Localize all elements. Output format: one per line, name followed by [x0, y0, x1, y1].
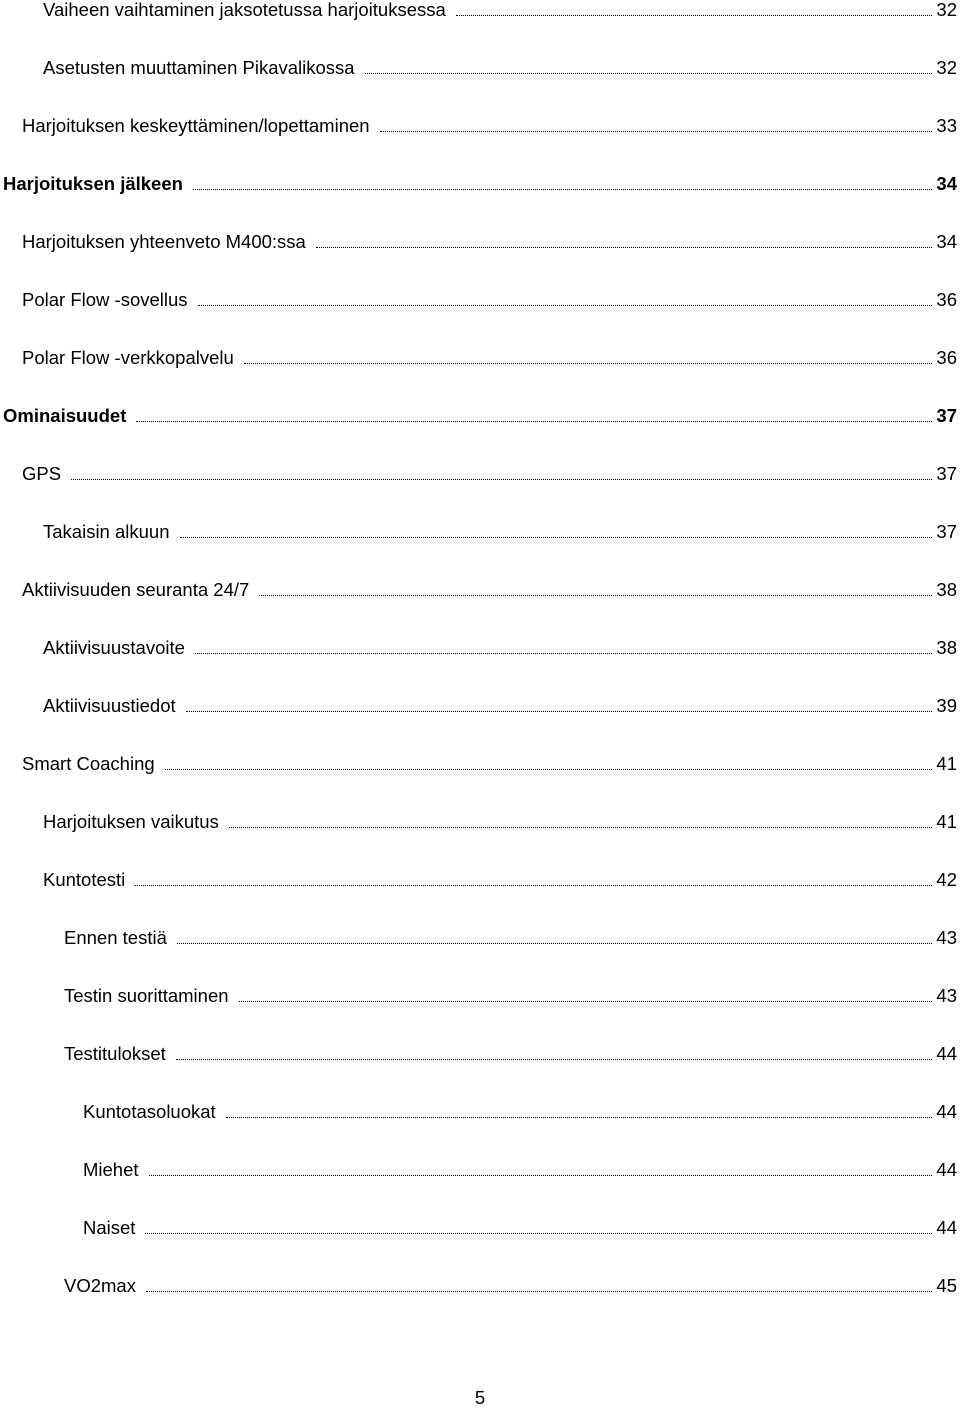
- toc-entry-title: Kuntotasoluokat: [83, 1101, 216, 1122]
- toc-entry-title: Polar Flow -verkkopalvelu: [22, 347, 234, 368]
- toc-entry-page: 43: [936, 985, 957, 1006]
- toc-entry-title: Aktiivisuustiedot: [43, 695, 176, 716]
- toc-dot-leader: [229, 827, 933, 828]
- toc-dot-leader: [146, 1291, 932, 1292]
- toc-entry-page: 37: [936, 405, 957, 426]
- toc-entry[interactable]: [0, 512, 957, 542]
- toc-dot-leader: [239, 1001, 933, 1002]
- toc-entry-page: 44: [936, 1043, 957, 1064]
- toc-entry-title: Miehet: [83, 1159, 139, 1180]
- toc-dot-leader: [380, 131, 933, 132]
- toc-dot-leader: [456, 15, 933, 16]
- toc-entry-page: 34: [936, 231, 957, 252]
- toc-entry[interactable]: [0, 396, 957, 426]
- toc-entry[interactable]: [0, 1266, 957, 1296]
- toc-entry[interactable]: [0, 976, 957, 1006]
- toc-dot-leader: [71, 479, 932, 480]
- toc-entry-page: 34: [936, 173, 957, 194]
- toc-entry-title: Harjoituksen yhteenveto M400:ssa: [22, 231, 306, 252]
- toc-entry-title: Takaisin alkuun: [43, 521, 170, 542]
- toc-dot-leader: [149, 1175, 933, 1176]
- toc-entry-title: Asetusten muuttaminen Pikavalikossa: [43, 57, 355, 78]
- toc-dot-leader: [165, 769, 933, 770]
- toc-entry-page: 44: [936, 1217, 957, 1238]
- toc-entry-page: 43: [936, 927, 957, 948]
- toc-entry-title: Aktiivisuuden seuranta 24/7: [22, 579, 250, 600]
- toc-entry[interactable]: [0, 164, 957, 194]
- toc-entry-page: 32: [936, 0, 957, 20]
- toc-entry-page: 41: [936, 753, 957, 774]
- toc-entry[interactable]: [0, 918, 957, 948]
- toc-entry[interactable]: [0, 48, 957, 78]
- toc-entry-title: Ominaisuudet: [3, 405, 127, 426]
- toc-entry-title: Testin suorittaminen: [64, 985, 229, 1006]
- toc-entry-page: 44: [936, 1159, 957, 1180]
- toc-entry[interactable]: [0, 1208, 957, 1238]
- toc-entry[interactable]: [0, 338, 957, 368]
- toc-entry-page: 45: [936, 1275, 957, 1296]
- toc-entry-title: GPS: [22, 463, 62, 484]
- toc-entry-title: Harjoituksen keskeyttäminen/lopettaminen: [22, 115, 370, 136]
- toc-dot-leader: [136, 421, 932, 422]
- toc-entry-page: 42: [936, 869, 957, 890]
- toc-entry[interactable]: [0, 1034, 957, 1064]
- toc-entry-page: 32: [936, 57, 957, 78]
- toc-entry[interactable]: [0, 802, 957, 832]
- toc-entry-page: 44: [936, 1101, 957, 1122]
- toc-dot-leader: [135, 885, 932, 886]
- toc-entry[interactable]: [0, 280, 957, 310]
- toc-dot-leader: [195, 653, 933, 654]
- toc-dot-leader: [177, 943, 933, 944]
- toc-entry-title: Naiset: [83, 1217, 136, 1238]
- toc-entry[interactable]: [0, 1150, 957, 1180]
- page-number: 5: [474, 1387, 486, 1408]
- toc-entry-title: Ennen testiä: [64, 927, 167, 948]
- toc-entry-title: Harjoituksen vaikutus: [43, 811, 219, 832]
- toc-entry-page: 36: [936, 289, 957, 310]
- toc-entry-title: Vaiheen vaihtaminen jaksotetussa harjoituksessa: [43, 0, 446, 20]
- toc-entry-page: 37: [936, 521, 957, 542]
- toc-entry-page: 36: [936, 347, 957, 368]
- toc-dot-leader: [365, 73, 933, 74]
- toc-dot-leader: [226, 1117, 933, 1118]
- toc-dot-leader: [186, 711, 933, 712]
- toc-entry[interactable]: [0, 454, 957, 484]
- toc-entry-page: 37: [936, 463, 957, 484]
- toc-entry[interactable]: [0, 1092, 957, 1122]
- toc-entry-title: VO2max: [64, 1275, 136, 1296]
- toc-entry-page: 38: [936, 579, 957, 600]
- toc-entry[interactable]: [0, 628, 957, 658]
- toc-entry-page: 38: [936, 637, 957, 658]
- toc-entry-title: Polar Flow -sovellus: [22, 289, 188, 310]
- toc-dot-leader: [176, 1059, 933, 1060]
- toc-entry[interactable]: [0, 570, 957, 600]
- toc-entry[interactable]: [0, 744, 957, 774]
- toc-entry-page: 33: [936, 115, 957, 136]
- toc-entry-title: Kuntotesti: [43, 869, 126, 890]
- toc-dot-leader: [198, 305, 933, 306]
- toc-entry[interactable]: [0, 106, 957, 136]
- toc-entry[interactable]: [0, 860, 957, 890]
- toc-entry[interactable]: [0, 0, 957, 20]
- toc-dot-leader: [193, 189, 932, 190]
- toc-dot-leader: [244, 363, 933, 364]
- toc-dot-leader: [145, 1233, 932, 1234]
- toc-entry-title: Testitulokset: [64, 1043, 166, 1064]
- toc-entry[interactable]: [0, 222, 957, 252]
- toc-entry[interactable]: [0, 686, 957, 716]
- toc-dot-leader: [259, 595, 932, 596]
- toc-entry-title: Aktiivisuustavoite: [43, 637, 185, 658]
- toc-dot-leader: [180, 537, 933, 538]
- toc-entry-page: 41: [936, 811, 957, 832]
- toc-entry-title: Smart Coaching: [22, 753, 155, 774]
- toc-entry-page: 39: [936, 695, 957, 716]
- toc-entry-title: Harjoituksen jälkeen: [3, 173, 183, 194]
- toc-dot-leader: [316, 247, 933, 248]
